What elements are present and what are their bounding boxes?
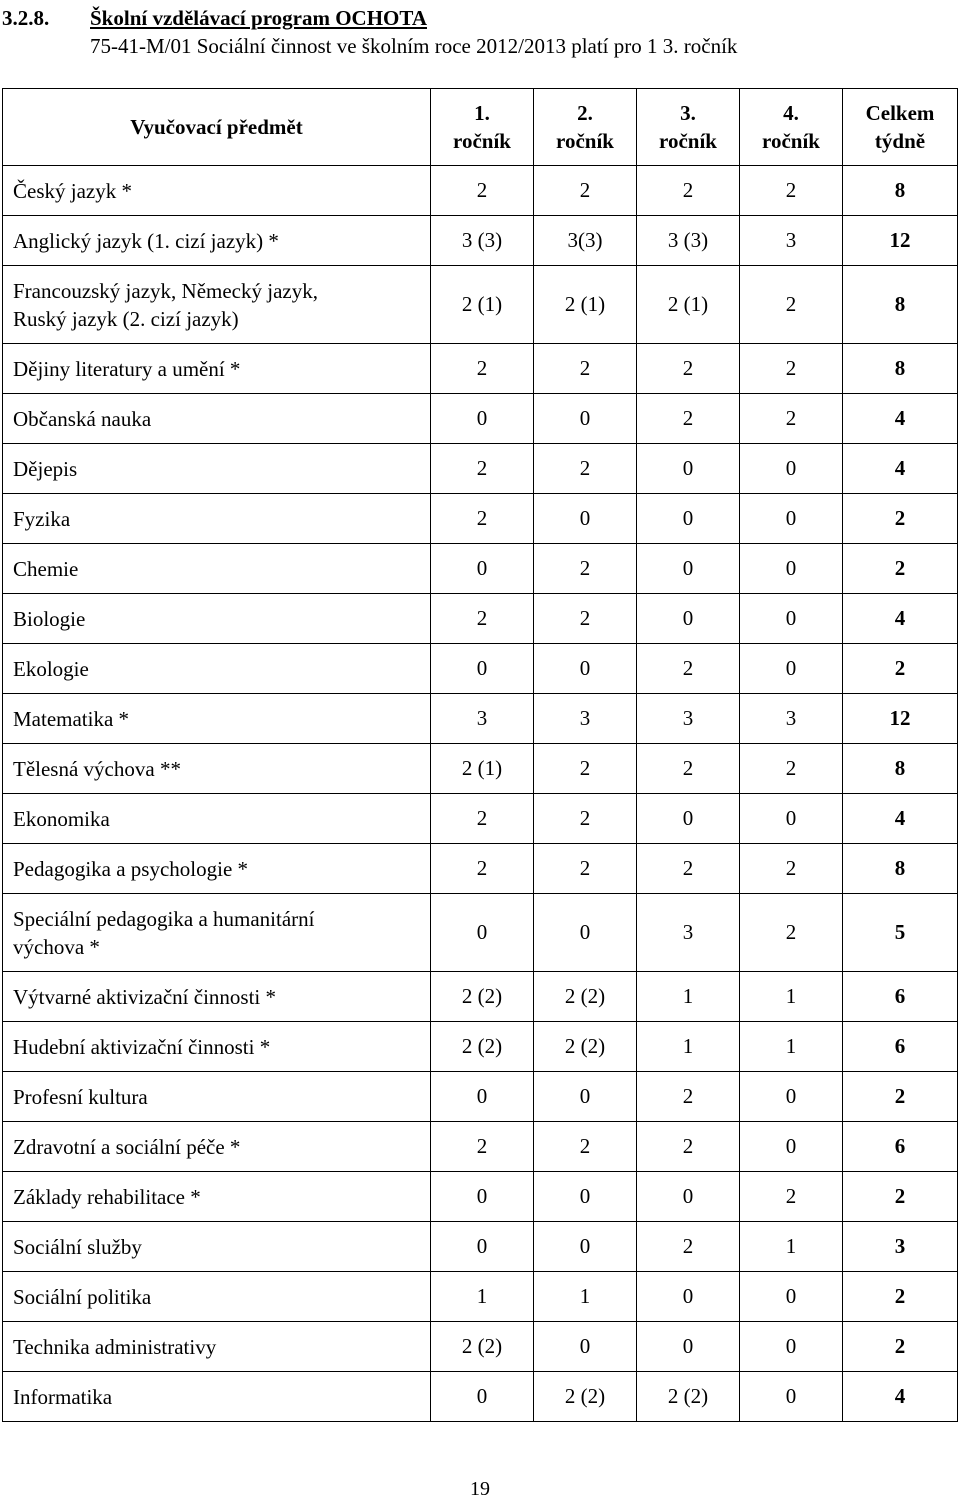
hours-year-3: 0 [637,1172,740,1222]
hours-total: 8 [843,266,958,344]
hours-year-3: 2 [637,394,740,444]
hours-year-1: 0 [431,1222,534,1272]
hours-year-3: 0 [637,544,740,594]
table-row [3,1122,958,1172]
header-year-1 [431,89,534,166]
hours-total: 6 [843,972,958,1022]
table-row [3,694,958,744]
hours-year-2: 0 [534,394,637,444]
hours-total: 4 [843,394,958,444]
hours-year-3: 0 [637,794,740,844]
subject-name-line: Fyzika [13,506,71,531]
table-row [3,1322,958,1372]
subject-cell [3,1072,431,1122]
hours-year-4: 2 [740,894,843,972]
hours-year-4: 2 [740,1172,843,1222]
header-year-2-line-2: ročník [556,129,614,153]
hours-year-1: 0 [431,1372,534,1422]
hours-year-2: 0 [534,1222,637,1272]
hours-year-1: 2 (2) [431,972,534,1022]
hours-year-3: 1 [637,1022,740,1072]
subject-name-line: Speciální pedagogika a humanitární [13,906,315,931]
hours-year-3: 2 [637,1072,740,1122]
table-row [3,1022,958,1072]
hours-year-2: 2 [534,594,637,644]
subject-name-line: Chemie [13,556,79,581]
subject-cell [3,166,431,216]
table-row [3,544,958,594]
hours-year-2: 2 [534,544,637,594]
hours-total: 2 [843,494,958,544]
hours-year-2: 2 (2) [534,1022,637,1072]
table-row [3,1372,958,1422]
subject-name-line: Dějiny literatury a umění * [13,356,241,381]
hours-year-3: 2 [637,644,740,694]
hours-year-1: 3 (3) [431,216,534,266]
hours-year-1: 0 [431,394,534,444]
subject-cell [3,794,431,844]
hours-year-2: 2 (1) [534,266,637,344]
hours-year-2: 0 [534,1322,637,1372]
subject-name-line: Informatika [13,1384,113,1409]
hours-year-2: 0 [534,494,637,544]
hours-year-4: 0 [740,444,843,494]
header-total-line-2: týdně [874,129,926,153]
subject-name-line: Tělesná výchova ** [13,756,181,781]
hours-year-3: 0 [637,1322,740,1372]
hours-year-2: 2 [534,844,637,894]
hours-total: 6 [843,1122,958,1172]
hours-year-2: 3 [534,694,637,744]
header-year-1-line-1: 1. [474,101,490,125]
hours-total: 6 [843,1022,958,1072]
table-row [3,1272,958,1322]
table-row [3,1072,958,1122]
hours-year-2: 1 [534,1272,637,1322]
hours-year-1: 2 [431,844,534,894]
curriculum-table [2,88,958,1422]
hours-total: 2 [843,1072,958,1122]
hours-year-1: 2 [431,444,534,494]
subject-cell [3,344,431,394]
subject-name-line: Základy rehabilitace * [13,1184,201,1209]
hours-year-2: 2 (2) [534,1372,637,1422]
header-year-1-line-2: ročník [453,129,511,153]
subject-name-line: Výtvarné aktivizační činnosti * [13,984,277,1009]
table-row [3,594,958,644]
table-row [3,1172,958,1222]
hours-total: 2 [843,1172,958,1222]
subject-name-line: Technika administrativy [13,1334,217,1359]
header-year-2 [534,89,637,166]
table-row [3,266,958,344]
hours-year-4: 2 [740,166,843,216]
hours-year-2: 2 [534,344,637,394]
hours-total: 4 [843,594,958,644]
hours-total: 2 [843,544,958,594]
hours-year-2: 0 [534,644,637,694]
hours-year-3: 2 [637,1222,740,1272]
hours-year-1: 3 [431,694,534,744]
hours-year-4: 0 [740,1272,843,1322]
hours-year-4: 0 [740,794,843,844]
hours-total: 3 [843,1222,958,1272]
table-row [3,794,958,844]
hours-year-2: 2 [534,744,637,794]
page-number: 19 [470,1478,490,1500]
hours-total: 5 [843,894,958,972]
hours-year-4: 1 [740,972,843,1022]
hours-year-2: 2 [534,1122,637,1172]
hours-year-1: 2 [431,594,534,644]
hours-year-1: 2 (2) [431,1322,534,1372]
hours-year-3: 2 (1) [637,266,740,344]
hours-year-1: 1 [431,1272,534,1322]
hours-year-4: 0 [740,1122,843,1172]
subject-name-line: Ekonomika [13,806,110,831]
subject-cell [3,1272,431,1322]
subject-cell [3,444,431,494]
hours-year-3: 3 (3) [637,216,740,266]
subject-cell [3,1322,431,1372]
subject-name-line: Matematika * [13,706,130,731]
header-total [843,89,958,166]
subject-cell [3,1372,431,1422]
hours-year-1: 2 [431,794,534,844]
hours-year-4: 0 [740,494,843,544]
hours-year-4: 1 [740,1222,843,1272]
hours-year-1: 2 [431,494,534,544]
hours-year-1: 2 (1) [431,744,534,794]
subject-cell [3,972,431,1022]
header-year-2-line-1: 2. [577,101,593,125]
subject-cell [3,394,431,444]
subject-name-line: Profesní kultura [13,1084,148,1109]
table-row [3,1222,958,1272]
hours-year-3: 1 [637,972,740,1022]
table-row [3,744,958,794]
hours-year-3: 2 [637,344,740,394]
hours-year-4: 0 [740,1072,843,1122]
subject-name-line: Ekologie [13,656,89,681]
subject-cell [3,694,431,744]
hours-year-1: 0 [431,894,534,972]
hours-year-4: 2 [740,394,843,444]
header-year-3 [637,89,740,166]
subject-name-line: Zdravotní a sociální péče * [13,1134,241,1159]
hours-year-2: 2 [534,794,637,844]
hours-year-3: 3 [637,894,740,972]
hours-total: 4 [843,794,958,844]
hours-year-4: 2 [740,744,843,794]
hours-year-1: 2 [431,1122,534,1172]
hours-total: 4 [843,1372,958,1422]
hours-year-2: 0 [534,1072,637,1122]
subject-cell [3,544,431,594]
hours-year-3: 0 [637,1272,740,1322]
subject-cell [3,844,431,894]
hours-total: 2 [843,1322,958,1372]
hours-total: 8 [843,844,958,894]
table-row [3,972,958,1022]
hours-year-4: 0 [740,1372,843,1422]
table-row [3,166,958,216]
table-row [3,644,958,694]
header-total-line-1: Celkem [865,101,935,125]
hours-year-3: 2 (2) [637,1372,740,1422]
hours-year-2: 0 [534,1172,637,1222]
subject-cell [3,744,431,794]
hours-year-2: 2 [534,444,637,494]
header-year-3-line-1: 3. [680,101,696,125]
hours-total: 12 [843,216,958,266]
subject-cell [3,1172,431,1222]
table-row [3,344,958,394]
subject-cell [3,1222,431,1272]
subject-name-line: výchova * [13,934,100,959]
section-heading [2,5,738,58]
hours-year-4: 1 [740,1022,843,1072]
hours-year-1: 2 (1) [431,266,534,344]
subject-name-line: Pedagogika a psychologie * [13,856,249,881]
header-year-4-line-2: ročník [762,129,820,153]
table-row [3,894,958,972]
hours-year-4: 0 [740,644,843,694]
subject-cell [3,1022,431,1072]
subject-name-line: Biologie [13,606,86,631]
hours-year-1: 2 [431,344,534,394]
hours-year-4: 0 [740,594,843,644]
hours-year-1: 0 [431,1072,534,1122]
subject-name-line: Anglický jazyk (1. cizí jazyk) * [13,228,279,253]
hours-year-3: 3 [637,694,740,744]
table-row [3,394,958,444]
subject-name-line: Sociální služby [13,1234,142,1259]
subject-name-line: Hudební aktivizační činnosti * [13,1034,271,1059]
table-header-row [3,89,958,166]
hours-total: 8 [843,744,958,794]
hours-year-2: 3(3) [534,216,637,266]
subject-cell [3,894,431,972]
section-subtitle: 75-41-M/01 Sociální činnost ve školním roce 2012/2013 platí pro 1 3. ročník [90,34,738,58]
subject-cell [3,494,431,544]
header-year-3-line-2: ročník [659,129,717,153]
hours-total: 2 [843,1272,958,1322]
subject-name-line: Ruský jazyk (2. cizí jazyk) [13,306,239,331]
hours-year-3: 2 [637,744,740,794]
subject-name-line: Občanská nauka [13,406,152,431]
hours-year-4: 3 [740,694,843,744]
subject-cell [3,594,431,644]
subject-cell [3,1122,431,1172]
hours-year-3: 2 [637,844,740,894]
hours-total: 12 [843,694,958,744]
hours-year-4: 0 [740,544,843,594]
subject-name-line: Dějepis [13,456,78,481]
hours-total: 8 [843,344,958,394]
hours-total: 4 [843,444,958,494]
section-title: Školní vzdělávací program OCHOTA [90,6,427,30]
hours-year-4: 0 [740,1322,843,1372]
subject-name-line: Francouzský jazyk, Německý jazyk, [13,278,318,303]
hours-year-3: 0 [637,444,740,494]
hours-year-4: 2 [740,266,843,344]
hours-year-2: 0 [534,894,637,972]
hours-year-3: 2 [637,1122,740,1172]
hours-year-1: 0 [431,544,534,594]
hours-year-4: 2 [740,344,843,394]
hours-year-1: 2 [431,166,534,216]
hours-total: 8 [843,166,958,216]
hours-year-2: 2 [534,166,637,216]
hours-year-4: 2 [740,844,843,894]
table-row [3,444,958,494]
hours-year-1: 0 [431,644,534,694]
hours-year-1: 0 [431,1172,534,1222]
section-number: 3.2.8. [2,6,50,30]
hours-year-2: 2 (2) [534,972,637,1022]
hours-year-3: 0 [637,494,740,544]
hours-year-3: 0 [637,594,740,644]
table-row [3,216,958,266]
hours-year-1: 2 (2) [431,1022,534,1072]
hours-year-4: 3 [740,216,843,266]
subject-name-line: Sociální politika [13,1284,152,1309]
table-row [3,494,958,544]
table-row [3,844,958,894]
subject-cell [3,644,431,694]
hours-year-3: 2 [637,166,740,216]
header-year-4 [740,89,843,166]
header-subject: Vyučovací předmět [3,89,431,166]
subject-name-line: Český jazyk * [13,178,132,203]
header-year-4-line-1: 4. [783,101,799,125]
subject-cell [3,216,431,266]
subject-cell [3,266,431,344]
hours-total: 2 [843,644,958,694]
